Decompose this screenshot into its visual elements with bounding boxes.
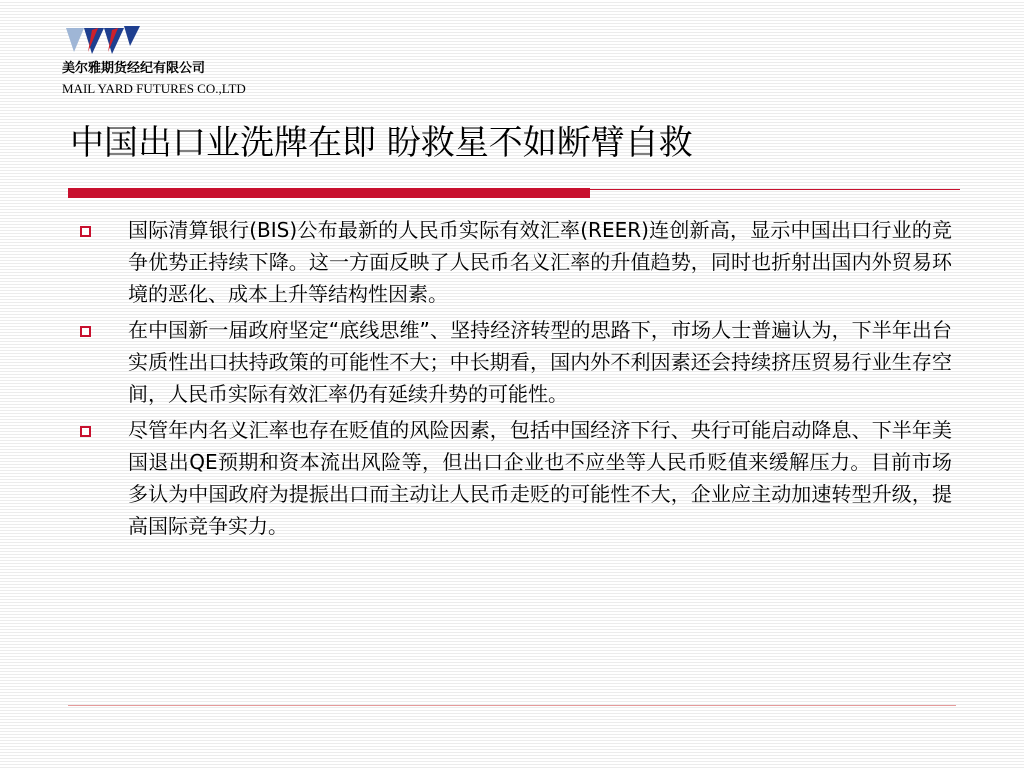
- bullet-item: [72, 214, 952, 310]
- company-name-chinese: 美尔雅期货经纪有限公司: [62, 61, 206, 76]
- title-underline-rule: [590, 189, 960, 190]
- bullet-list: [72, 214, 952, 546]
- title-underline-bar: [68, 188, 590, 198]
- bullet-text: 在中国新一届政府坚定“底线思维”、坚持经济转型的思路下，市场人士普遍认为，下半年出台实质性出口扶持政策的可能性不大；中长期看，国内外不利因素还会持续挤压贸易行业生存空间，人民币实际有效汇率仍有延续升势的可能性。: [128, 318, 952, 406]
- company-logo-icon: [62, 22, 142, 58]
- square-bullet-icon: [80, 226, 91, 237]
- bullet-item: [72, 314, 952, 410]
- bullet-item: [72, 414, 952, 542]
- square-bullet-icon: [80, 326, 91, 337]
- bullet-text: 尽管年内名义汇率也存在贬值的风险因素，包括中国经济下行、央行可能启动降息、下半年美国退出QE预期和资本流出风险等，但出口企业也不应坐等人民币贬值来缓解压力。目前市场多认为中国政府为提振出口而主动让人民币走贬的可能性不大，企业应主动加速转型升级，提高国际竞争实力。: [128, 418, 952, 538]
- slide-title: 中国出口业洗牌在即 盼救星不如断臂自救: [70, 123, 693, 163]
- square-bullet-icon: [80, 426, 91, 437]
- footer-divider: [68, 705, 956, 706]
- bullet-text: 国际清算银行(BIS)公布最新的人民币实际有效汇率(REER)连创新高，显示中国出口行业的竞争优势正持续下降。这一方面反映了人民币名义汇率的升值趋势，同时也折射出国内外贸易环境的恶化、成本上升等结构性因素。: [128, 218, 952, 306]
- company-name-english: MAIL YARD FUTURES CO.,LTD: [62, 81, 246, 96]
